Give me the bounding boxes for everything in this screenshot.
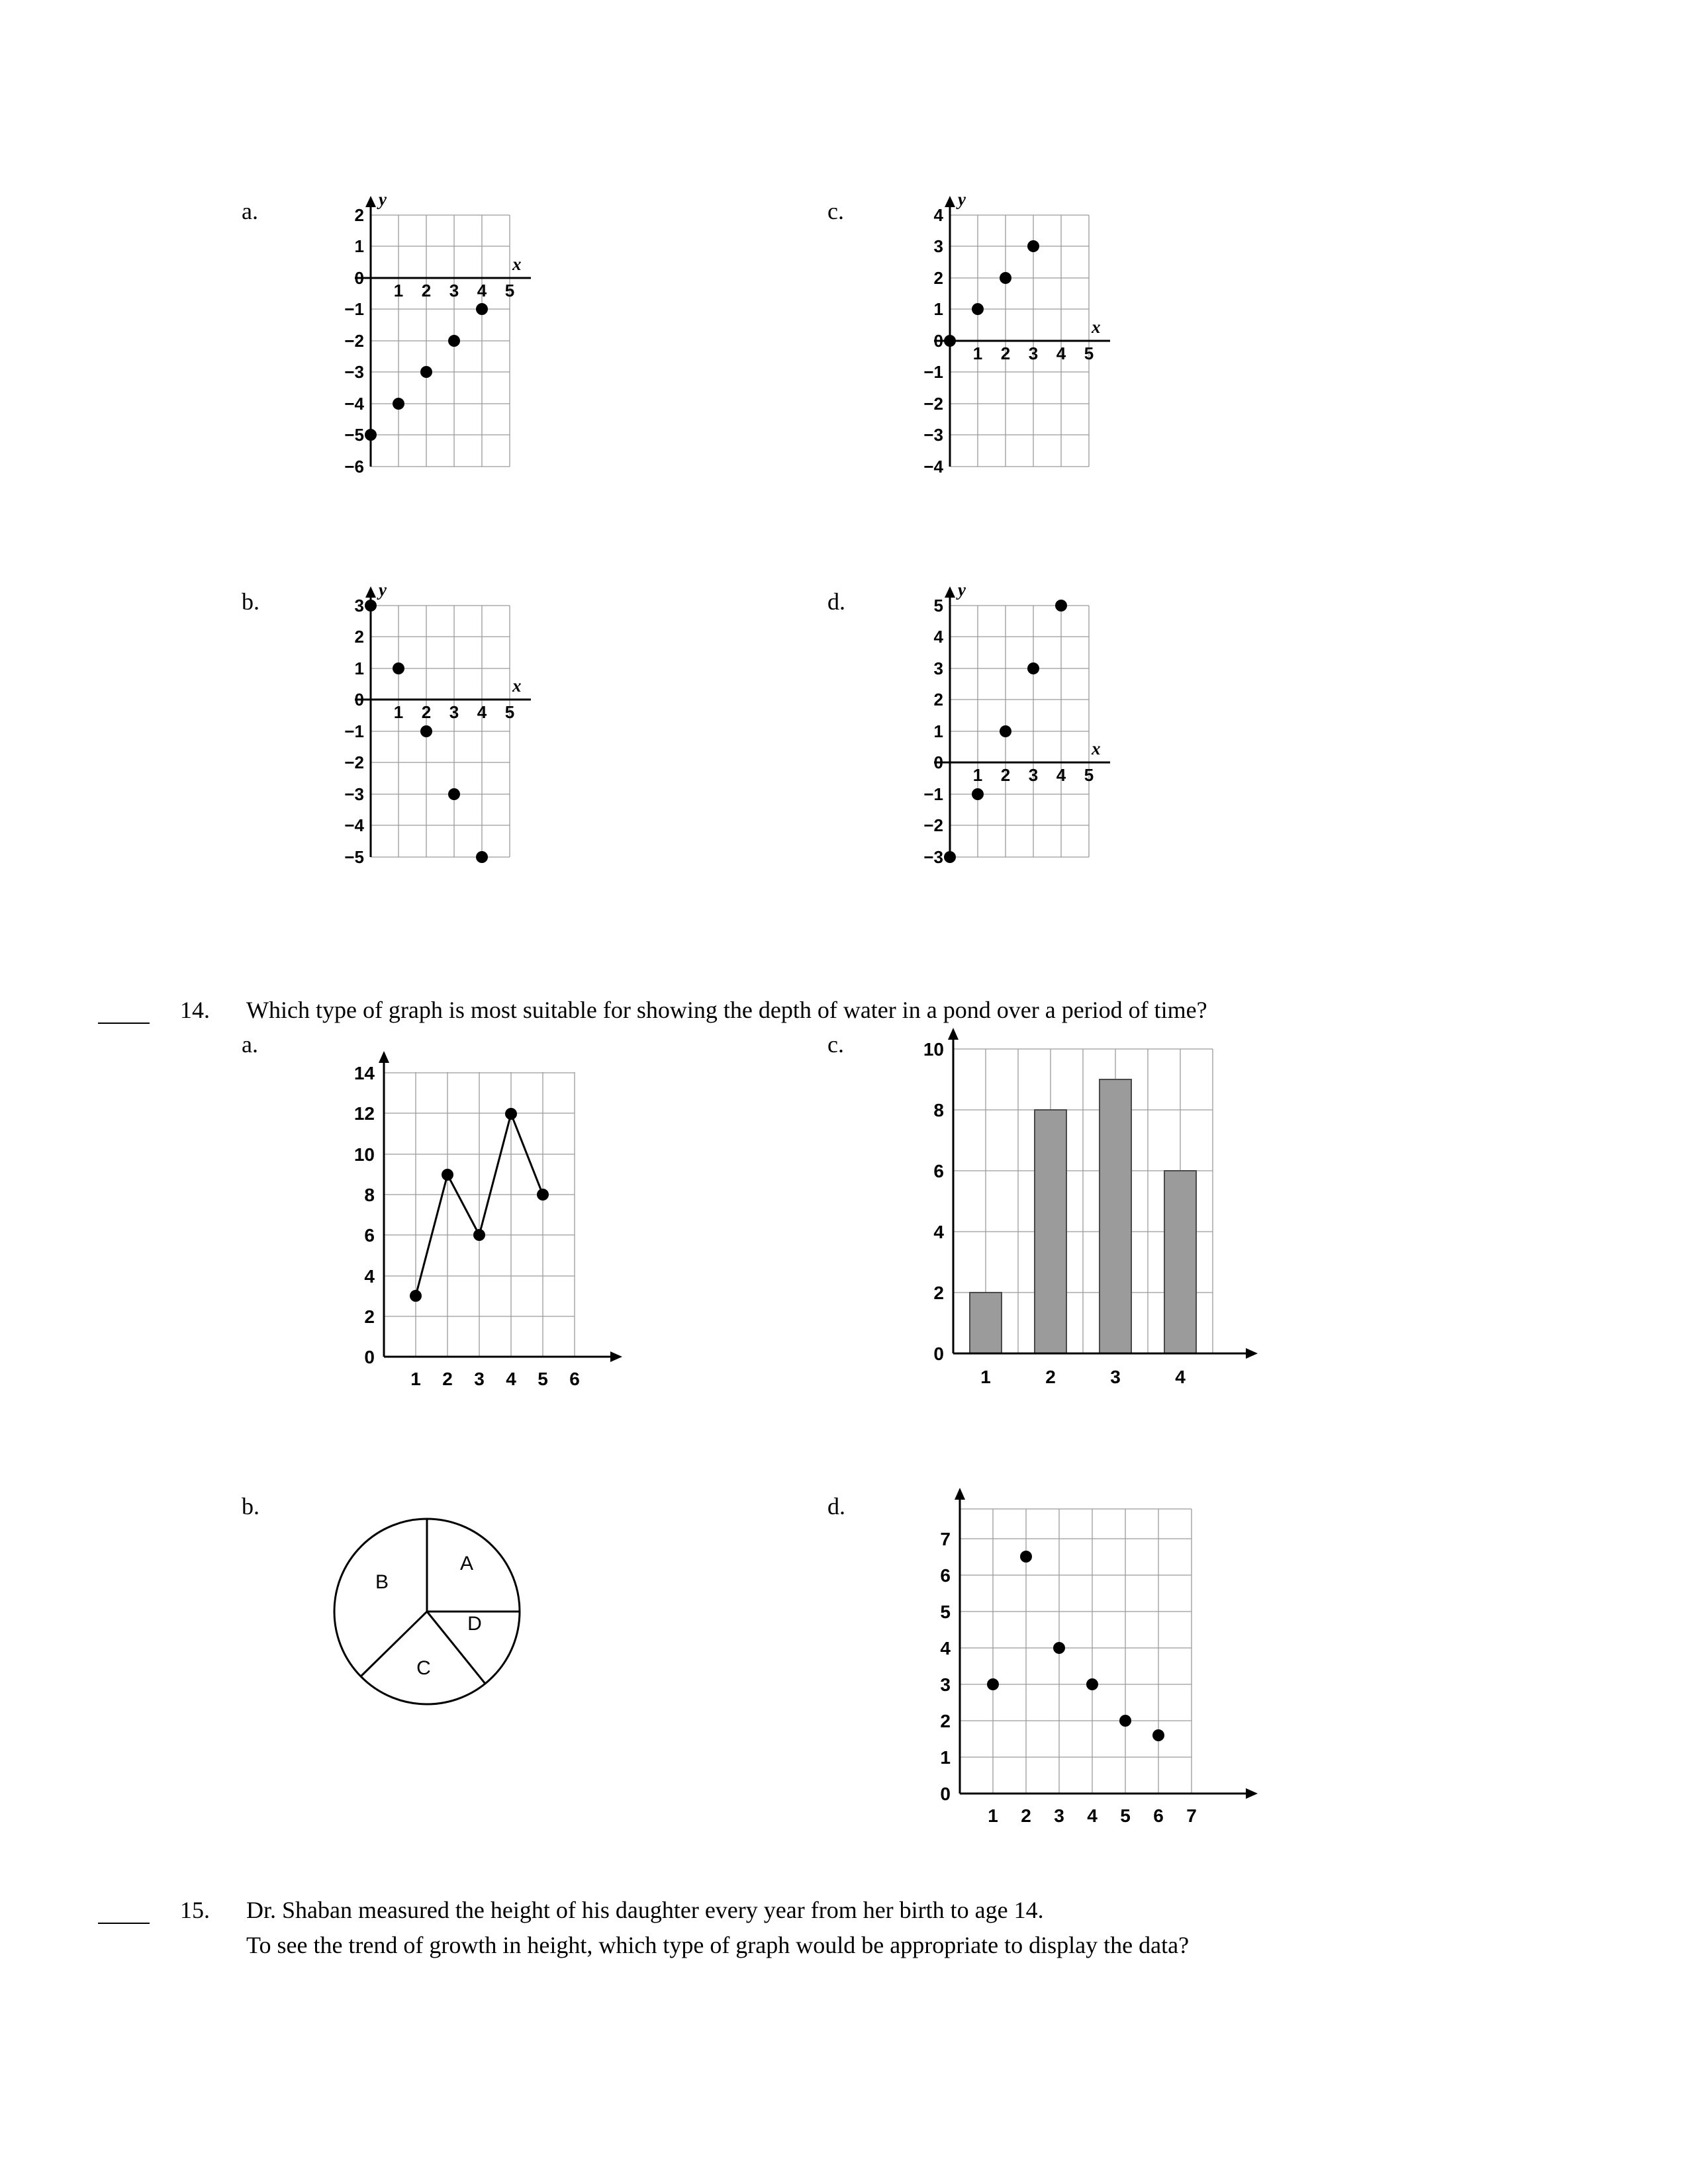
- svg-text:0: 0: [354, 690, 364, 709]
- svg-text:−2: −2: [344, 752, 364, 772]
- graph-14c: [914, 1023, 1324, 1406]
- svg-text:5: 5: [504, 281, 515, 300]
- svg-text:2: 2: [421, 281, 432, 300]
- svg-text:−1: −1: [344, 721, 364, 741]
- svg-text:3: 3: [1054, 1805, 1064, 1826]
- svg-text:12: 12: [353, 1103, 375, 1124]
- svg-text:2: 2: [933, 268, 943, 288]
- svg-text:2: 2: [1045, 1367, 1056, 1387]
- svg-text:−3: −3: [923, 425, 943, 445]
- question-text-14: Which type of graph is most suitable for showing the depth of water in a pond over a period of time?: [246, 997, 1207, 1023]
- svg-text:−2: −2: [923, 394, 943, 414]
- pie-label-a: A: [459, 1553, 474, 1574]
- svg-text:y: y: [379, 580, 387, 600]
- svg-text:10: 10: [923, 1039, 944, 1060]
- svg-text:1: 1: [393, 702, 404, 722]
- svg-text:14: 14: [353, 1063, 375, 1083]
- svg-text:5: 5: [538, 1369, 548, 1389]
- question-text-15-line1: Dr. Shaban measured the height of his daughter every year from her birth to age 14.: [246, 1897, 1044, 1923]
- svg-text:5: 5: [1084, 343, 1094, 363]
- svg-text:1: 1: [972, 765, 983, 785]
- question-number-14: 14.: [180, 997, 210, 1023]
- svg-text:6: 6: [933, 1161, 944, 1181]
- svg-text:2: 2: [421, 702, 432, 722]
- svg-text:1: 1: [980, 1367, 991, 1387]
- svg-text:5: 5: [1084, 765, 1094, 785]
- svg-text:−4: −4: [923, 457, 943, 477]
- svg-text:−1: −1: [923, 784, 943, 804]
- graph-14d: [914, 1476, 1324, 1860]
- svg-text:4: 4: [1056, 343, 1066, 363]
- choice-label-14b: b.: [242, 1493, 259, 1520]
- choice-label-13a: a.: [242, 198, 258, 224]
- svg-text:2: 2: [364, 1306, 375, 1327]
- svg-text:2: 2: [1000, 765, 1011, 785]
- svg-text:2: 2: [1021, 1805, 1031, 1826]
- svg-text:2: 2: [354, 627, 364, 647]
- svg-text:4: 4: [364, 1266, 375, 1287]
- svg-text:1: 1: [393, 281, 404, 300]
- svg-text:−3: −3: [344, 784, 364, 804]
- svg-text:0: 0: [933, 752, 943, 772]
- svg-text:−5: −5: [344, 425, 364, 445]
- svg-text:0: 0: [940, 1784, 951, 1804]
- choice-label-13d: d.: [827, 588, 845, 615]
- svg-text:3: 3: [933, 659, 943, 678]
- svg-text:−5: −5: [344, 847, 364, 867]
- svg-text:−4: −4: [344, 394, 364, 414]
- svg-text:0: 0: [933, 331, 943, 351]
- svg-text:1: 1: [933, 299, 943, 319]
- svg-text:−1: −1: [344, 299, 364, 319]
- choice-label-14c: c.: [827, 1031, 844, 1058]
- svg-text:4: 4: [940, 1638, 951, 1659]
- pie-label-c: C: [416, 1657, 431, 1679]
- svg-text:1: 1: [933, 721, 943, 741]
- question-text-15-line2: To see the trend of growth in height, which type of graph would be appropriate to display the data?: [246, 1932, 1190, 1958]
- svg-text:4: 4: [506, 1369, 516, 1389]
- svg-text:2: 2: [1000, 343, 1011, 363]
- svg-text:4: 4: [933, 627, 943, 647]
- svg-text:−2: −2: [344, 331, 364, 351]
- svg-text:1: 1: [972, 343, 983, 363]
- svg-text:4: 4: [933, 205, 943, 225]
- svg-text:3: 3: [474, 1369, 485, 1389]
- svg-text:y: y: [379, 189, 387, 209]
- svg-text:7: 7: [1186, 1805, 1197, 1826]
- choice-label-13c: c.: [827, 198, 844, 224]
- svg-text:10: 10: [353, 1144, 375, 1165]
- svg-text:4: 4: [933, 1222, 944, 1242]
- choice-label-14a: a.: [242, 1031, 258, 1058]
- choice-label-13b: b.: [242, 588, 259, 615]
- graph-13c: [897, 185, 1122, 516]
- svg-text:4: 4: [1087, 1805, 1098, 1826]
- svg-text:6: 6: [940, 1565, 951, 1586]
- svg-text:1: 1: [410, 1369, 421, 1389]
- svg-text:−1: −1: [923, 362, 943, 382]
- svg-text:x: x: [512, 676, 522, 696]
- svg-text:3: 3: [940, 1674, 951, 1695]
- svg-text:−6: −6: [344, 457, 364, 477]
- svg-text:6: 6: [1153, 1805, 1164, 1826]
- svg-text:8: 8: [364, 1185, 375, 1205]
- graph-14a: [311, 1032, 655, 1403]
- svg-text:0: 0: [933, 1343, 944, 1364]
- pie-label-d: D: [467, 1613, 482, 1635]
- graph-13a: [318, 185, 543, 516]
- svg-text:0: 0: [354, 268, 364, 288]
- svg-text:6: 6: [364, 1225, 375, 1246]
- svg-text:−3: −3: [344, 362, 364, 382]
- answer-blank-15[interactable]: [98, 1923, 150, 1924]
- svg-text:7: 7: [940, 1529, 951, 1549]
- svg-text:1: 1: [354, 236, 364, 256]
- svg-text:5: 5: [504, 702, 515, 722]
- graph-13b: [318, 576, 543, 907]
- svg-text:−4: −4: [344, 815, 364, 835]
- svg-text:3: 3: [449, 702, 459, 722]
- choice-label-14d: d.: [827, 1493, 845, 1520]
- svg-text:3: 3: [354, 596, 364, 615]
- svg-text:1: 1: [988, 1805, 998, 1826]
- svg-text:2: 2: [354, 205, 364, 225]
- svg-text:2: 2: [933, 1283, 944, 1303]
- svg-text:1: 1: [940, 1747, 951, 1768]
- question-number-15: 15.: [180, 1897, 210, 1923]
- svg-text:x: x: [1092, 739, 1101, 758]
- svg-text:3: 3: [449, 281, 459, 300]
- svg-text:5: 5: [940, 1602, 951, 1622]
- svg-text:4: 4: [1056, 765, 1066, 785]
- svg-text:3: 3: [1110, 1367, 1121, 1387]
- svg-text:3: 3: [1028, 765, 1039, 785]
- svg-text:−2: −2: [923, 815, 943, 835]
- svg-text:3: 3: [1028, 343, 1039, 363]
- svg-text:4: 4: [477, 702, 487, 722]
- svg-text:5: 5: [933, 596, 943, 615]
- svg-text:y: y: [958, 580, 966, 600]
- svg-text:x: x: [1092, 317, 1101, 337]
- svg-text:y: y: [958, 189, 966, 209]
- svg-text:2: 2: [940, 1711, 951, 1731]
- svg-text:3: 3: [933, 236, 943, 256]
- svg-text:8: 8: [933, 1100, 944, 1120]
- svg-text:2: 2: [933, 690, 943, 709]
- svg-text:5: 5: [1120, 1805, 1131, 1826]
- svg-text:4: 4: [477, 281, 487, 300]
- graph-13d: [897, 576, 1122, 907]
- svg-text:1: 1: [354, 659, 364, 678]
- pie-label-b: B: [375, 1571, 389, 1593]
- svg-text:6: 6: [569, 1369, 580, 1389]
- svg-text:−3: −3: [923, 847, 943, 867]
- svg-text:x: x: [512, 254, 522, 274]
- graph-14b: [311, 1482, 576, 1747]
- svg-text:0: 0: [364, 1347, 375, 1367]
- svg-text:2: 2: [442, 1369, 453, 1389]
- svg-text:4: 4: [1175, 1367, 1186, 1387]
- answer-blank-14[interactable]: [98, 1023, 150, 1024]
